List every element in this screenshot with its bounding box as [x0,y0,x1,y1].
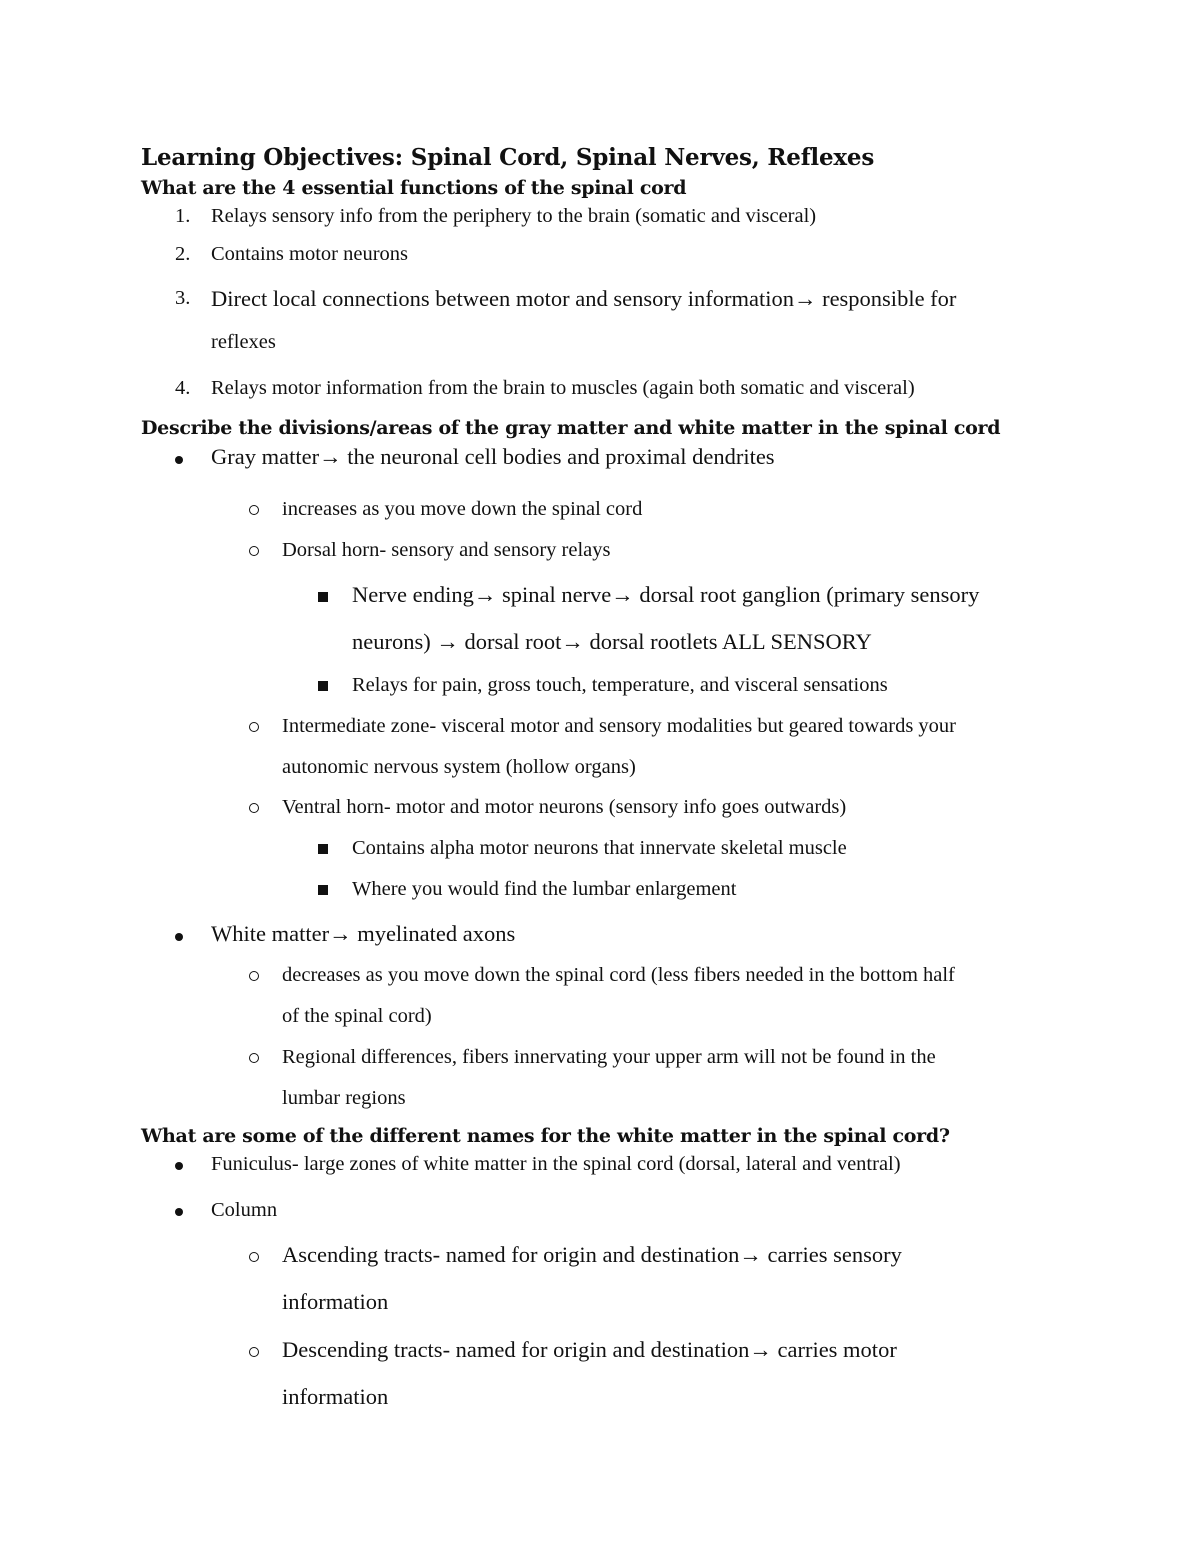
bullet-circle-icon [249,489,259,530]
list-text: Column [211,1199,278,1221]
list-item [141,368,1071,406]
list-item [141,1190,1071,1231]
bullet-square-icon [318,828,328,869]
section-heading-functions: What are the 4 essential functions of the spinal cord [141,177,687,199]
list-text: Funiculus- large zones of white matter in the spinal cord (dorsal, lateral and ventral) [211,1153,901,1175]
list-text: neurons) → dorsal root→ dorsal rootlets ALL SENSORY [352,629,872,654]
list-text: Ascending tracts- named for origin and destination→ carries sensory [282,1242,902,1267]
section-heading-divisions: Describe the divisions/areas of the gray matter and white matter in the spinal cord [141,417,1001,439]
list-text: decreases as you move down the spinal cord (less fibers needed in the bottom half [282,964,955,986]
list-text: Dorsal horn- sensory and sensory relays [282,539,611,561]
list-text: information [282,1384,389,1409]
list-text: lumbar regions [282,1087,406,1109]
list-item [141,1326,1071,1373]
list-item [141,234,1071,275]
list-item-continuation [141,996,1071,1037]
bullet-circle-icon [249,1326,259,1373]
list-text: Contains alpha motor neurons that innervate skeletal muscle [352,837,847,859]
list-item [141,869,1071,910]
list-item [141,442,1071,489]
list-item [141,1231,1071,1278]
list-text: Contains motor neurons [211,243,409,265]
list-item [141,787,1071,828]
section-heading-white-matter-names: What are some of the different names for the white matter in the spinal cord? [141,1125,950,1147]
bullet-circle-icon [249,1037,259,1078]
list-text: information [282,1289,389,1314]
document-page [141,142,1071,1420]
list-number: 2. [175,243,191,265]
list-text: Relays for pain, gross touch, temperature, and visceral sensations [352,674,888,696]
list-item [141,955,1071,996]
list-text: reflexes [211,331,276,353]
list-item-continuation [141,747,1071,787]
bullet-dot-icon [175,1150,183,1178]
list-text: autonomic nervous system (hollow organs) [282,756,636,778]
bullet-square-icon [318,665,328,706]
list-text: of the spinal cord) [282,1005,432,1027]
list-text: White matter→ myelinated axons [211,921,516,946]
list-text: Regional differences, fibers innervating your upper arm will not be found in the [282,1046,936,1068]
list-text: Nerve ending→ spinal nerve→ dorsal root ganglion (primary sensory [352,582,980,607]
list-item-continuation [141,1078,1071,1114]
list-item [141,1037,1071,1078]
list-item [141,706,1071,747]
list-item [141,910,1071,955]
bullet-circle-icon [249,530,259,571]
list-text: Gray matter→ the neuronal cell bodies and proximal dendrites [211,444,775,469]
bullet-square-icon [318,571,328,618]
list-item [141,202,1071,234]
list-text: Where you would find the lumbar enlargement [352,878,737,900]
list-number: 3. [175,287,191,309]
list-number: 4. [175,377,191,399]
list-item [141,571,1071,618]
list-item-continuation [141,322,1071,368]
list-item-continuation [141,1373,1071,1420]
list-item [141,275,1071,322]
list-item-continuation [141,618,1071,665]
list-number: 1. [175,205,191,227]
list-text: increases as you move down the spinal cord [282,498,643,520]
list-text: Ventral horn- motor and motor neurons (sensory info goes outwards) [282,796,847,818]
list-text: Descending tracts- named for origin and destination→ carries motor [282,1337,897,1362]
list-item [141,665,1071,706]
bullet-circle-icon [249,955,259,996]
bullet-dot-icon [175,442,183,472]
bullet-circle-icon [249,787,259,828]
bullet-square-icon [318,869,328,910]
bullet-dot-icon [175,910,183,957]
list-text: Intermediate zone- visceral motor and sensory modalities but geared towards your [282,715,956,737]
bullet-circle-icon [249,706,259,747]
list-text: Direct local connections between motor and sensory information→ responsible for [211,286,957,311]
bullet-circle-icon [249,1231,259,1278]
list-item [141,1150,1071,1190]
list-text: Relays sensory info from the periphery to the brain (somatic and visceral) [211,205,817,227]
document-title: Learning Objectives: Spinal Cord, Spinal Nerves, Reflexes [141,144,875,171]
bullet-dot-icon [175,1190,183,1231]
list-text: Relays motor information from the brain to muscles (again both somatic and visceral) [211,377,915,399]
list-item [141,530,1071,571]
list-item-continuation [141,1278,1071,1326]
list-item [141,489,1071,530]
list-item [141,828,1071,869]
